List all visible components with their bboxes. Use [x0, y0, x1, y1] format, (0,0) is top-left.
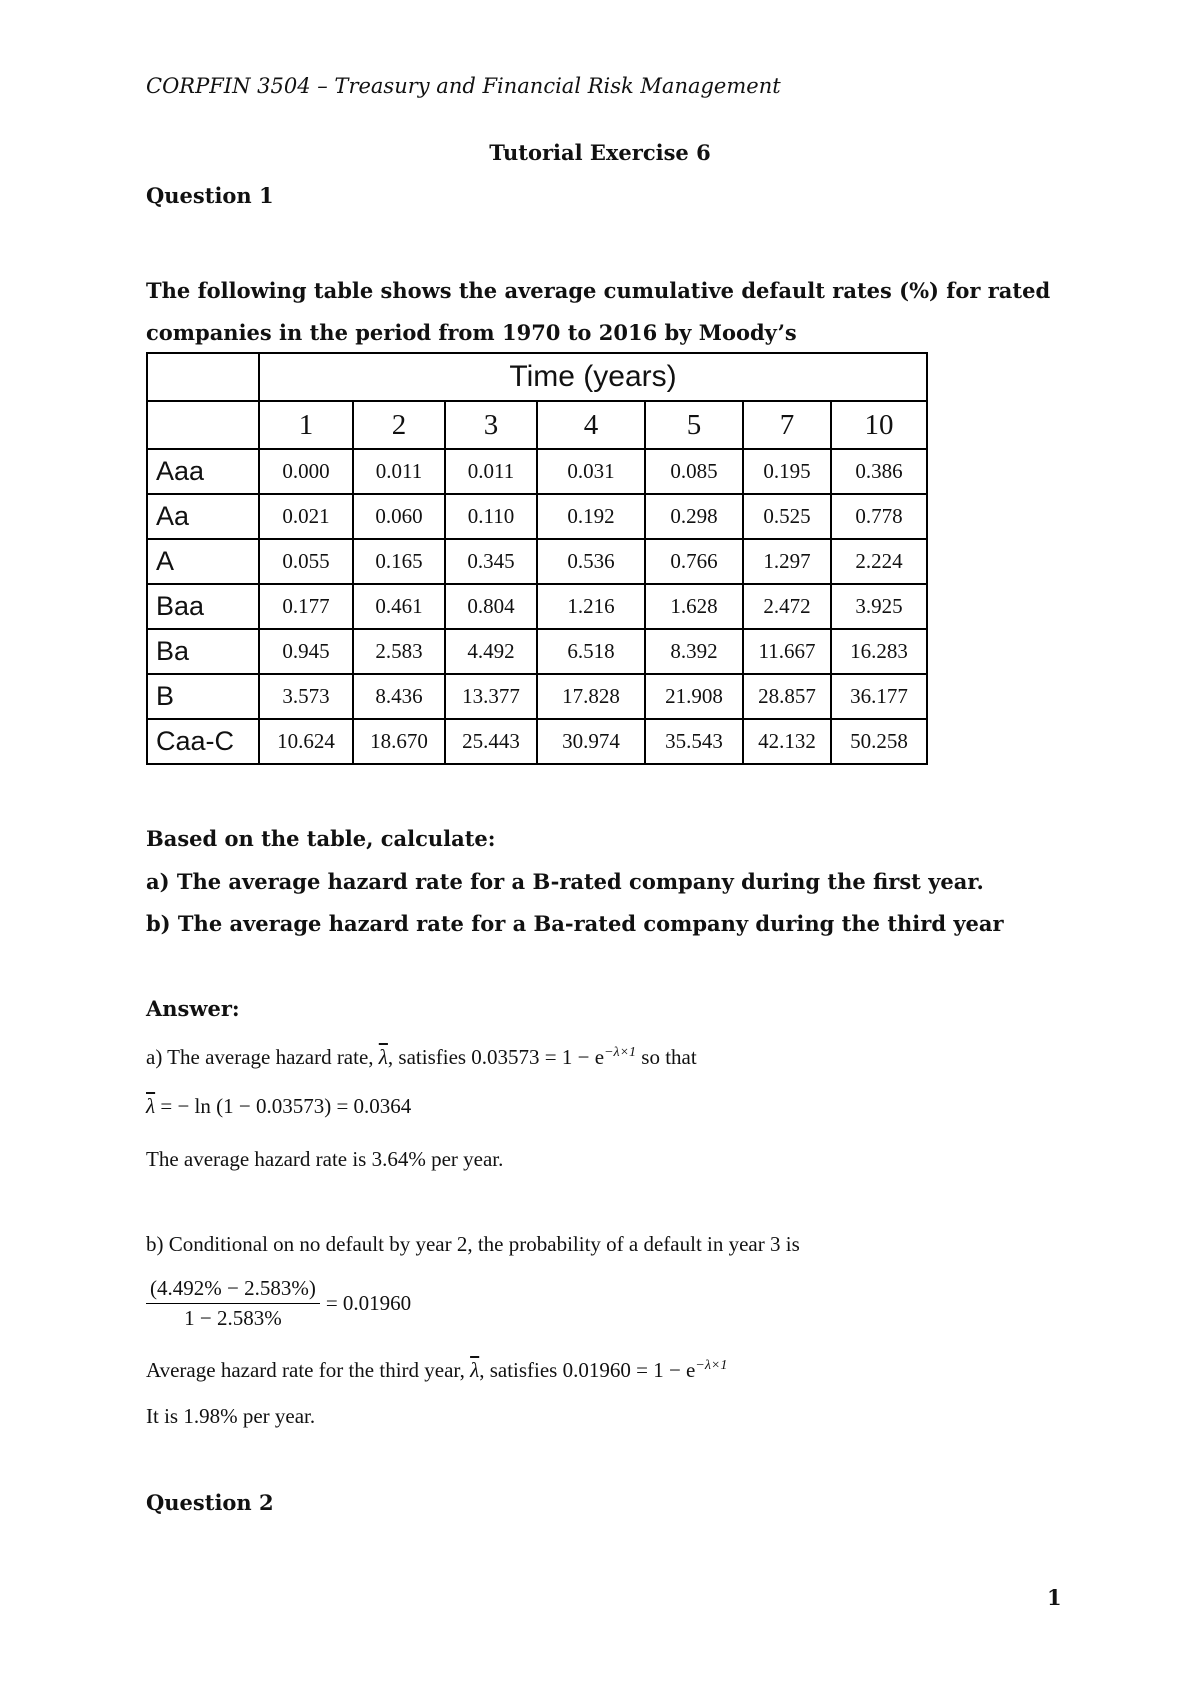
rate-cell: 16.283: [831, 629, 927, 674]
rate-cell: 8.392: [645, 629, 743, 674]
year-header: 2: [353, 401, 445, 449]
rate-cell: 3.573: [259, 674, 353, 719]
part-a-question: a) The average hazard rate for a B-rated company during the first year.: [146, 869, 984, 894]
rate-cell: 10.624: [259, 719, 353, 764]
year-header: 5: [645, 401, 743, 449]
rate-cell: 0.085: [645, 449, 743, 494]
rating-label: Baa: [147, 584, 259, 629]
equation-text: = − ln (1 − 0.03573) = 0.0364: [160, 1094, 412, 1118]
answer-a-line-1: [146, 1045, 697, 1070]
rate-cell: 1.297: [743, 539, 831, 584]
probability-fraction: [146, 1276, 411, 1331]
answer-heading: Answer:: [146, 996, 240, 1021]
rate-cell: 0.804: [445, 584, 537, 629]
rate-cell: 6.518: [537, 629, 645, 674]
fraction-numerator: (4.492% − 2.583%): [146, 1276, 320, 1304]
table-row: [147, 584, 927, 629]
rate-cell: 0.021: [259, 494, 353, 539]
rate-cell: 0.536: [537, 539, 645, 584]
table-row: [147, 629, 927, 674]
rate-cell: 2.583: [353, 629, 445, 674]
lambda-bar-symbol: $\overline{\lambda}$: [378, 1045, 388, 1069]
rate-cell: 0.766: [645, 539, 743, 584]
equation-text: so that: [636, 1045, 697, 1069]
time-years-header: Time (years): [259, 353, 927, 401]
table-corner-cell: [147, 401, 259, 449]
rate-cell: 0.031: [537, 449, 645, 494]
table-corner-cell: [147, 353, 259, 401]
rate-cell: 13.377: [445, 674, 537, 719]
fraction-result: = 0.01960: [325, 1291, 412, 1315]
rate-cell: 0.060: [353, 494, 445, 539]
table-row: [147, 674, 927, 719]
rate-cell: 0.165: [353, 539, 445, 584]
default-rates-table: [146, 352, 928, 765]
year-header: 7: [743, 401, 831, 449]
page-number: 1: [1047, 1585, 1062, 1610]
rate-cell: 0.525: [743, 494, 831, 539]
year-header: 4: [537, 401, 645, 449]
rate-cell: 0.110: [445, 494, 537, 539]
rate-cell: 0.011: [353, 449, 445, 494]
rate-cell: 21.908: [645, 674, 743, 719]
year-header: 3: [445, 401, 537, 449]
table-year-row: [147, 401, 927, 449]
rate-cell: 4.492: [445, 629, 537, 674]
rate-cell: 30.974: [537, 719, 645, 764]
rate-cell: 0.945: [259, 629, 353, 674]
equation-text: , satisfies 0.03573 = 1 − e: [387, 1045, 605, 1069]
table-span-header-row: [147, 353, 927, 401]
rate-cell: 0.345: [445, 539, 537, 584]
rate-cell: 2.224: [831, 539, 927, 584]
rate-cell: 1.628: [645, 584, 743, 629]
answer-b-line-3: [146, 1358, 727, 1383]
rate-cell: 28.857: [743, 674, 831, 719]
question-1-heading: Question 1: [146, 183, 274, 208]
lambda-bar-symbol: $\overline{\lambda}$: [146, 1094, 156, 1118]
rate-cell: 3.925: [831, 584, 927, 629]
rate-cell: 0.386: [831, 449, 927, 494]
rate-cell: 0.192: [537, 494, 645, 539]
calculate-prompt: Based on the table, calculate:: [146, 826, 496, 851]
table-row: [147, 449, 927, 494]
rating-label: Aaa: [147, 449, 259, 494]
equation-text: , satisfies 0.01960 = 1 − e: [479, 1358, 696, 1382]
fraction-denominator: 1 − 2.583%: [184, 1306, 282, 1330]
rate-cell: 11.667: [743, 629, 831, 674]
table-row: [147, 494, 927, 539]
rate-cell: 0.177: [259, 584, 353, 629]
lambda-bar-symbol: $\overline{\lambda}$: [470, 1358, 480, 1382]
exponent: −λ×1: [695, 1358, 728, 1373]
rate-cell: 0.298: [645, 494, 743, 539]
answer-a-text: a) The average hazard rate,: [146, 1045, 374, 1069]
rate-cell: 35.543: [645, 719, 743, 764]
rate-cell: 0.778: [831, 494, 927, 539]
answer-b-text: Average hazard rate for the third year,: [146, 1358, 465, 1382]
rating-label: Caa-C: [147, 719, 259, 764]
course-header: CORPFIN 3504 – Treasury and Financial Risk Management: [146, 74, 781, 98]
rate-cell: 8.436: [353, 674, 445, 719]
fraction: [146, 1276, 320, 1331]
rate-cell: 0.461: [353, 584, 445, 629]
answer-b-line-1: b) Conditional on no default by year 2, the probability of a default in year 3 is: [146, 1232, 800, 1256]
document-title: Tutorial Exercise 6: [489, 140, 711, 165]
rating-label: B: [147, 674, 259, 719]
rate-cell: 25.443: [445, 719, 537, 764]
rate-cell: 18.670: [353, 719, 445, 764]
table-row: [147, 539, 927, 584]
exponent: −λ×1: [604, 1045, 637, 1060]
rate-cell: 42.132: [743, 719, 831, 764]
year-header: 10: [831, 401, 927, 449]
part-b-question: b) The average hazard rate for a Ba-rated company during the third year: [146, 911, 1004, 936]
answer-a-result: The average hazard rate is 3.64% per year.: [146, 1147, 504, 1171]
answer-b-result: It is 1.98% per year.: [146, 1404, 316, 1428]
rate-cell: 2.472: [743, 584, 831, 629]
answer-a-line-2: [146, 1094, 411, 1119]
rating-label: Aa: [147, 494, 259, 539]
question-2-heading: Question 2: [146, 1490, 274, 1515]
rate-cell: 36.177: [831, 674, 927, 719]
rating-label: A: [147, 539, 259, 584]
rate-cell: 0.195: [743, 449, 831, 494]
table-row: [147, 719, 927, 764]
year-header: 1: [259, 401, 353, 449]
question-1-intro: The following table shows the average cumulative default rates (%) for rated companies in the period from 1970 to 2016 by Moody’s: [146, 278, 1051, 345]
rate-cell: 0.000: [259, 449, 353, 494]
rate-cell: 0.055: [259, 539, 353, 584]
rating-label: Ba: [147, 629, 259, 674]
rate-cell: 50.258: [831, 719, 927, 764]
rate-cell: 0.011: [445, 449, 537, 494]
rate-cell: 1.216: [537, 584, 645, 629]
rate-cell: 17.828: [537, 674, 645, 719]
